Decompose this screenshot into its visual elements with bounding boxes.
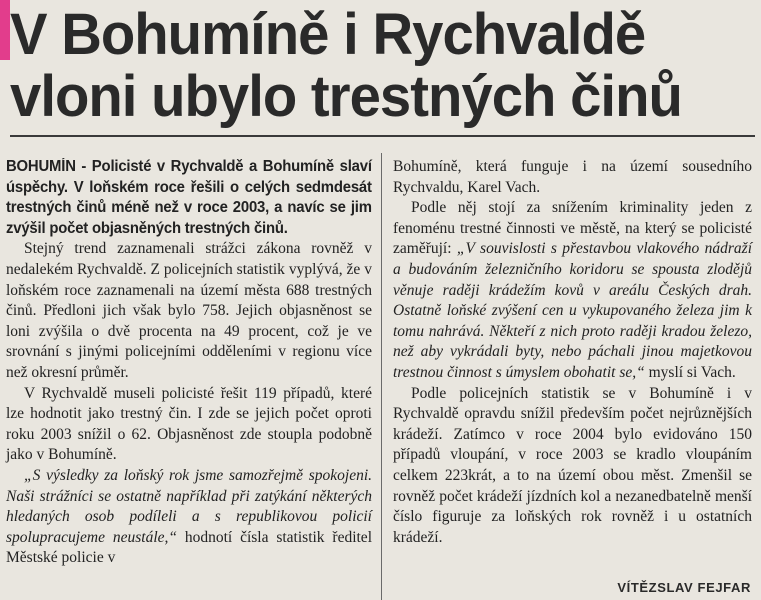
left-paragraph-3 <box>6 466 372 569</box>
headline <box>10 4 733 128</box>
byline: VÍTĚZSLAV FEJFAR <box>617 580 751 595</box>
headline-line-2: vloni ubylo trestných činů <box>10 64 682 129</box>
column-divider <box>381 153 382 600</box>
right-column <box>393 157 752 548</box>
right-quote: „V souvislosti s přestavbou vlakového nádraží a budováním železničního koridoru se spousta zlodějů věnuje raději krádežím kovů v areálu Českých drah. Ostatně loňské zvýšení cen u vykupovaného železa jim k tomu nahrává. Někteří z nich proto raději kradou železo, než aby vykrádali byty, nebo páchali jinou majetkovou trestnou činnost s úmyslem obohatit se,“ <box>393 240 753 381</box>
left-paragraph-2: V Rychvaldě museli policisté řešit 119 případů, které lze hodnotit jako trestný čin. I zde se jejich počet oproti roku 2003 snížil o 62. Objasněnost zde stoupla podobně jako v Bohumíně. <box>6 384 372 464</box>
left-quote-tail: hodnotí čísla statistik ředitel Městské policie v <box>6 528 372 567</box>
right-paragraph-2: Podle policejních statistik se v Bohumíně i v Rychvaldě opravdu snížil především počet nejrůznějších krádeží. Zatímco v roce 2004 bylo evidováno 150 případů vloupání, v roce 2003 se kradlo vloupáním celkem 223krát, a to na území obou měst. Zmenšil se rovněž počet krádeží jízdních kol a nezanedbatelně menší číslo figuruje za loňských rok rovněž i u ostatních krádeží. <box>393 384 752 546</box>
headline-rule <box>10 135 755 137</box>
right-paragraph-0: Bohumíně, která funguje i na území sousedního Rychvaldu, Karel Vach. <box>393 158 752 196</box>
left-quote: „S výsledky za loňský rok jsme samozřejmě spokojeni. Naši strážníci se ostatně například při zatýkání některých hledaných osob podíleli a s republikovou policií spolupracujeme neustále,“ <box>6 466 372 546</box>
right-quote-tail: myslí si Vach. <box>648 363 736 381</box>
right-paragraph-1 <box>393 198 752 383</box>
accent-strip <box>0 0 10 60</box>
lead-paragraph: BOHUMÍN - Policisté v Rychvaldě a Bohumíně slaví úspěchy. V loňském roce řešili o celých sedmdesát trestných činů méně než v roce 2003, a navíc se jim zvýšil počet objasněných trestných činů. <box>6 158 372 237</box>
headline-line-1: V Bohumíně i Rychvaldě <box>10 2 646 67</box>
left-paragraph-1: Stejný trend zaznamenali strážci zákona rovněž v nedalekém Rychvaldě. Z policejních statistik vyplývá, že v loňském roce zaznamenali na území města 688 trestných činů. Předloni jich však bylo 758. Jejich objasněnost se loni zvýšila o dvě procenta na 49 procent, což je ve srovnání s jinými policejními odděleními v regionu více než okresní průměr. <box>6 240 372 381</box>
left-column <box>6 157 372 569</box>
right-p1-intro: Podle něj stojí za snížením kriminality jeden z fenoménu trestné činnosti ve městě, na který se policisté zaměřují: <box>393 199 752 258</box>
